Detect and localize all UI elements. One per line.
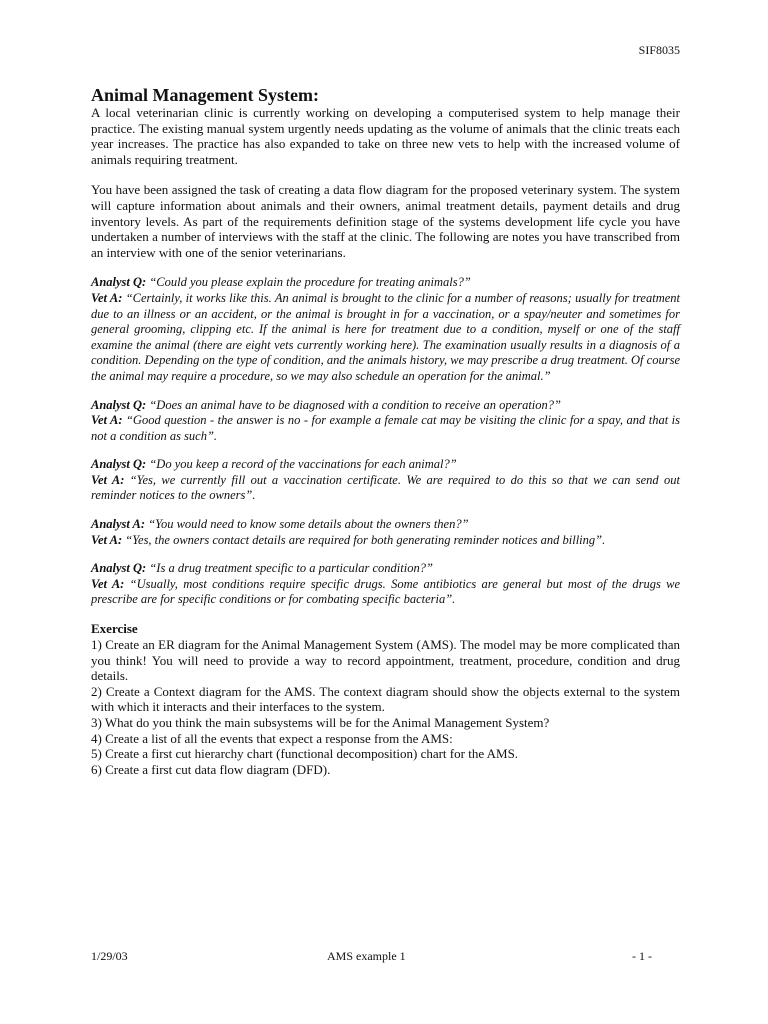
- interview-block: [91, 275, 680, 608]
- speaker-label: Analyst A:: [91, 517, 146, 532]
- dialogue-question: [91, 398, 680, 414]
- speaker-label: Vet A:: [91, 290, 123, 305]
- document-code: SIF8035: [638, 43, 680, 57]
- exercise-item: 3) What do you think the main subsystems will be for the Animal Management System?: [91, 715, 550, 730]
- speaker-label: Vet A:: [91, 576, 125, 591]
- question-text: “Do you keep a record of the vaccinations for each animal?”: [149, 457, 457, 472]
- speaker-label: Analyst Q:: [91, 457, 147, 472]
- dialogue-answer: [91, 577, 680, 608]
- question-text: “Could you please explain the procedure for treating animals?”: [149, 275, 471, 290]
- intro-paragraph: A local veterinarian clinic is currently working on developing a computerised system to help manage their practice. The existing manual system urgently needs updating as the volume of animals that the clinic treats each year increases. The practice has also expanded to take on three new vets to help with the increased volume of animals requiring treatment.: [91, 105, 680, 167]
- exercise-item: 2) Create a Context diagram for the AMS. The context diagram should show the objects external to the system with which it interacts and their interfaces to the system.: [91, 683, 680, 715]
- speaker-label: Analyst Q:: [91, 397, 147, 412]
- speaker-label: Vet A:: [91, 472, 125, 487]
- answer-text: “Certainly, it works like this. An animal is brought to the clinic for a number of reasons; usually for treatment due to an illness or an accident, or the animal is brought in for a vaccination, or a spay/neuter and sometimes for general grooming, clipping etc. If the animal is here for treatment due to a condition, myself or one of the staff examine the animal (there are eight vets currently working here). The examination usually results in a diagnosis of a condition. Depending on the type of condition, and the animals history, we may prescribe a drug treatment. Of course the animal may require a procedure, so we may also schedule an operation for the animal.”: [91, 290, 681, 383]
- dialogue-answer: [91, 473, 680, 504]
- exercise-heading: Exercise: [91, 621, 138, 637]
- footer-date: 1/29/03: [91, 949, 128, 963]
- question-text: “Is a drug treatment specific to a particular condition?”: [149, 561, 433, 576]
- task-paragraph: You have been assigned the task of creating a data flow diagram for the proposed veterinary system. The system will capture information about animals and their owners, animal treatment details, payment details and drug inventory levels. As part of the requirements definition stage of the systems development life cycle you have undertaken a number of interviews with the staff at the clinic. The following are notes you have transcribed from an interview with one of the senior veterinarians.: [91, 182, 680, 260]
- answer-text: “Yes, the owners contact details are required for both generating reminder notices and billing”.: [125, 532, 606, 547]
- footer-title: AMS example 1: [327, 949, 406, 963]
- question-text: “You would need to know some details about the owners then?”: [148, 517, 469, 532]
- answer-text: “Good question - the answer is no - for example a female cat may be visiting the clinic for a spay, and that is not a condition as such”.: [91, 413, 680, 443]
- dialogue-answer: [91, 291, 680, 385]
- document-title: Animal Management System:: [91, 85, 319, 105]
- answer-text: “Usually, most conditions require specific drugs. Some antibiotics are general but most of the drugs we prescribe are for specific conditions or for combating specific bacteria”.: [91, 576, 681, 607]
- answer-text: “Yes, we currently fill out a vaccination certificate. We are required to do this so that we can send out reminder notices to the owners”.: [91, 472, 681, 503]
- dialogue-question: [91, 561, 680, 577]
- dialogue-question: [91, 517, 680, 533]
- exercise-item: 4) Create a list of all the events that expect a response from the AMS:: [91, 730, 453, 746]
- speaker-label: Analyst Q:: [91, 561, 147, 576]
- dialogue-question: [91, 457, 680, 473]
- exercise-item: 5) Create a first cut hierarchy chart (functional decomposition) chart for the AMS.: [91, 746, 519, 762]
- speaker-label: Vet A:: [91, 413, 123, 428]
- exercise-item: 1) Create an ER diagram for the Animal Management System (AMS). The model may be more complicated than you think! You will need to provide a way to record appointment, treatment, procedure, condition and drug details.: [91, 637, 680, 684]
- dialogue-answer: [91, 413, 680, 444]
- dialogue-question: [91, 275, 680, 291]
- exercise-section: [91, 621, 680, 777]
- question-text: “Does an animal have to be diagnosed with a condition to receive an operation?”: [149, 397, 561, 412]
- exercise-item: 6) Create a first cut data flow diagram (DFD).: [91, 761, 331, 777]
- speaker-label: Analyst Q:: [91, 275, 147, 290]
- dialogue-answer: [91, 533, 680, 549]
- page-number: - 1 -: [632, 949, 652, 963]
- document-body: [91, 86, 680, 777]
- speaker-label: Vet A:: [91, 532, 123, 547]
